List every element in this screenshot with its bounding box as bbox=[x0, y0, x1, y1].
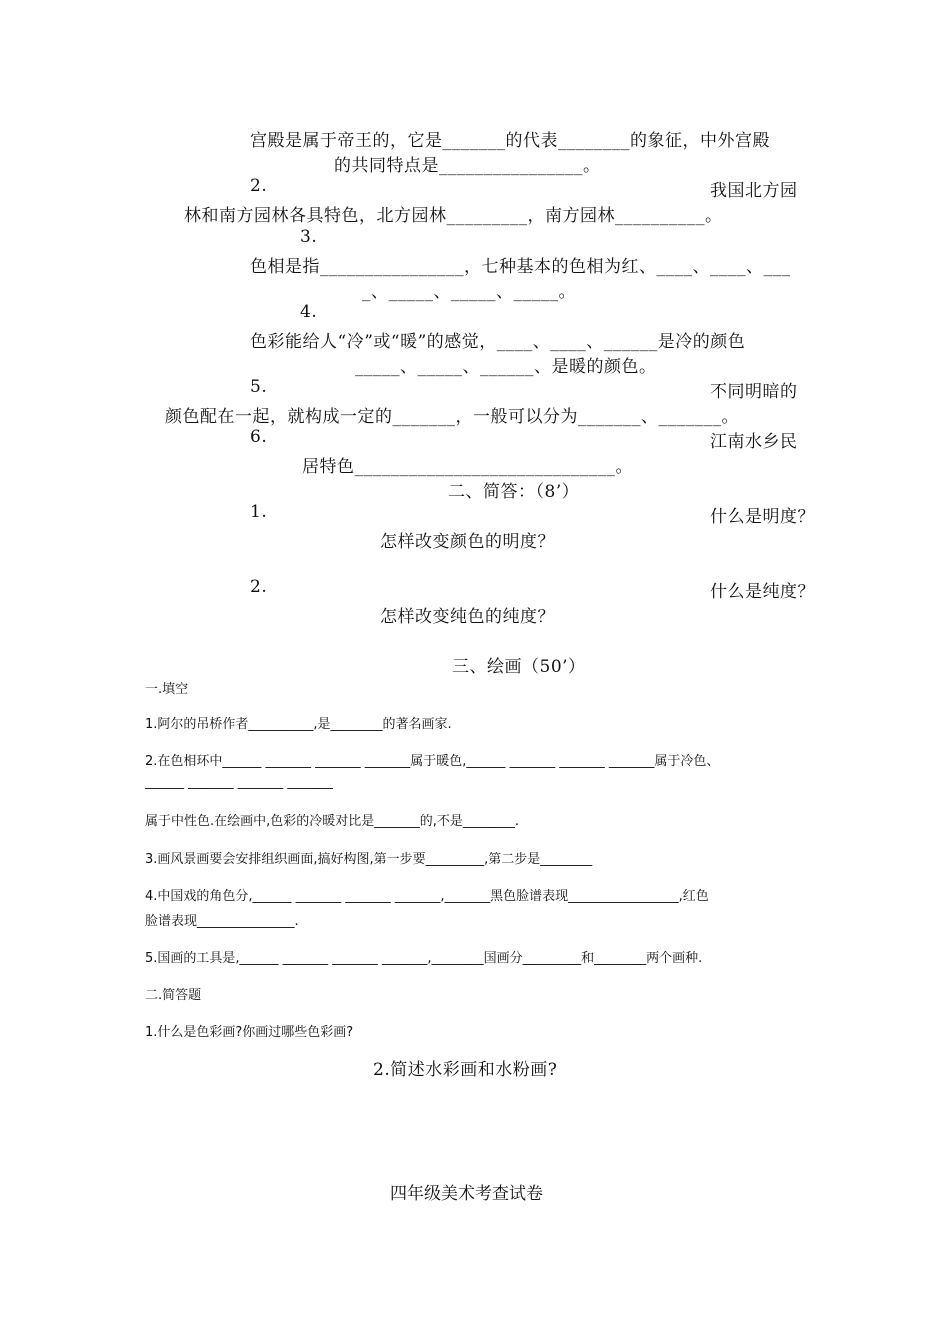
q3-line1: 色相是指________________，七种基本的色相为红、____、____、___ bbox=[250, 257, 791, 277]
q6-line2: 居特色_____________________________。 bbox=[302, 457, 633, 477]
section-heading-short-answer: 二、简答：（8’） bbox=[448, 482, 580, 502]
sa-q2-right-text: 什么是纯度？ bbox=[710, 582, 815, 602]
sa-q1-line2: 怎样改变颜色的明度？ bbox=[380, 532, 555, 552]
p3-q3: 3.画风景画要会安排组织画面,搞好构图,第一步要_________,第二步是________ bbox=[145, 852, 593, 867]
p3-q1: 1.阿尔的吊桥作者__________,是________的著名画家. bbox=[145, 717, 452, 732]
q1-line2: 的共同特点是________________。 bbox=[334, 156, 601, 176]
p3-q4-line1: 4.中国戏的角色分,______ _______ _______ _______,_______黑色脸谱表现_________________,红色 bbox=[145, 889, 709, 904]
q2-right-text: 我国北方园 bbox=[710, 181, 798, 201]
subheading-fill-blank: 一.填空 bbox=[145, 682, 189, 697]
q4-number: 4. bbox=[300, 302, 318, 322]
p3-sq1: 1.什么是色彩画?你画过哪些色彩画? bbox=[145, 1025, 354, 1040]
q4-line1: 色彩能给人“冷”或“暖”的感觉，____、____、______是冷的颜色 bbox=[250, 332, 746, 352]
p3-q5: 5.国画的工具是,______ _______ _______ _______,________国画分_________和________两个画种. bbox=[145, 951, 703, 966]
q5-right-text: 不同明暗的 bbox=[710, 382, 798, 402]
q4-line2: _____、_____、______、是暖的颜色。 bbox=[355, 357, 657, 377]
q6-number: 6. bbox=[250, 427, 268, 447]
sa-q1-number: 1. bbox=[250, 502, 268, 522]
q5-line2: 颜色配在一起，就构成一定的_______，一般可以分为_______、_______。 bbox=[165, 407, 739, 427]
q3-line2: _、_____、_____、_____。 bbox=[362, 282, 576, 302]
p3-q2-line3: 属于中性色.在绘画中,色彩的冷暖对比是_______的,不是________. bbox=[145, 814, 520, 829]
q3-number: 3. bbox=[300, 227, 318, 247]
p3-sq2: 2.简述水彩画和水粉画? bbox=[373, 1060, 558, 1080]
q2-line2: 林和南方园林各具特色，北方园林_________，南方园林__________。 bbox=[184, 206, 723, 226]
p3-q2-line2: ______ _______ _______ _______ bbox=[145, 775, 333, 790]
exam-title: 四年级美术考查试卷 bbox=[390, 1184, 543, 1204]
section-heading-drawing: 三、绘画（50’） bbox=[452, 657, 586, 677]
sa-q2-number: 2. bbox=[250, 577, 268, 597]
sa-q2-line2: 怎样改变纯色的纯度？ bbox=[380, 607, 555, 627]
sa-q1-right-text: 什么是明度？ bbox=[710, 507, 815, 527]
p3-q4-line2: 脸谱表现_______________. bbox=[145, 914, 299, 929]
q2-number: 2. bbox=[250, 176, 268, 196]
subheading-short-answer: 二.简答题 bbox=[145, 988, 202, 1003]
p3-q2-line1: 2.在色相环中______ _______ _______ _______属于暖色,______ _______ _______ _______属于冷色、 bbox=[145, 754, 720, 769]
q6-right-text: 江南水乡民 bbox=[710, 432, 798, 452]
q1-line1: 宫殿是属于帝王的，它是_______的代表________的象征，中外宫殿 bbox=[250, 131, 770, 151]
q5-number: 5. bbox=[250, 377, 268, 397]
